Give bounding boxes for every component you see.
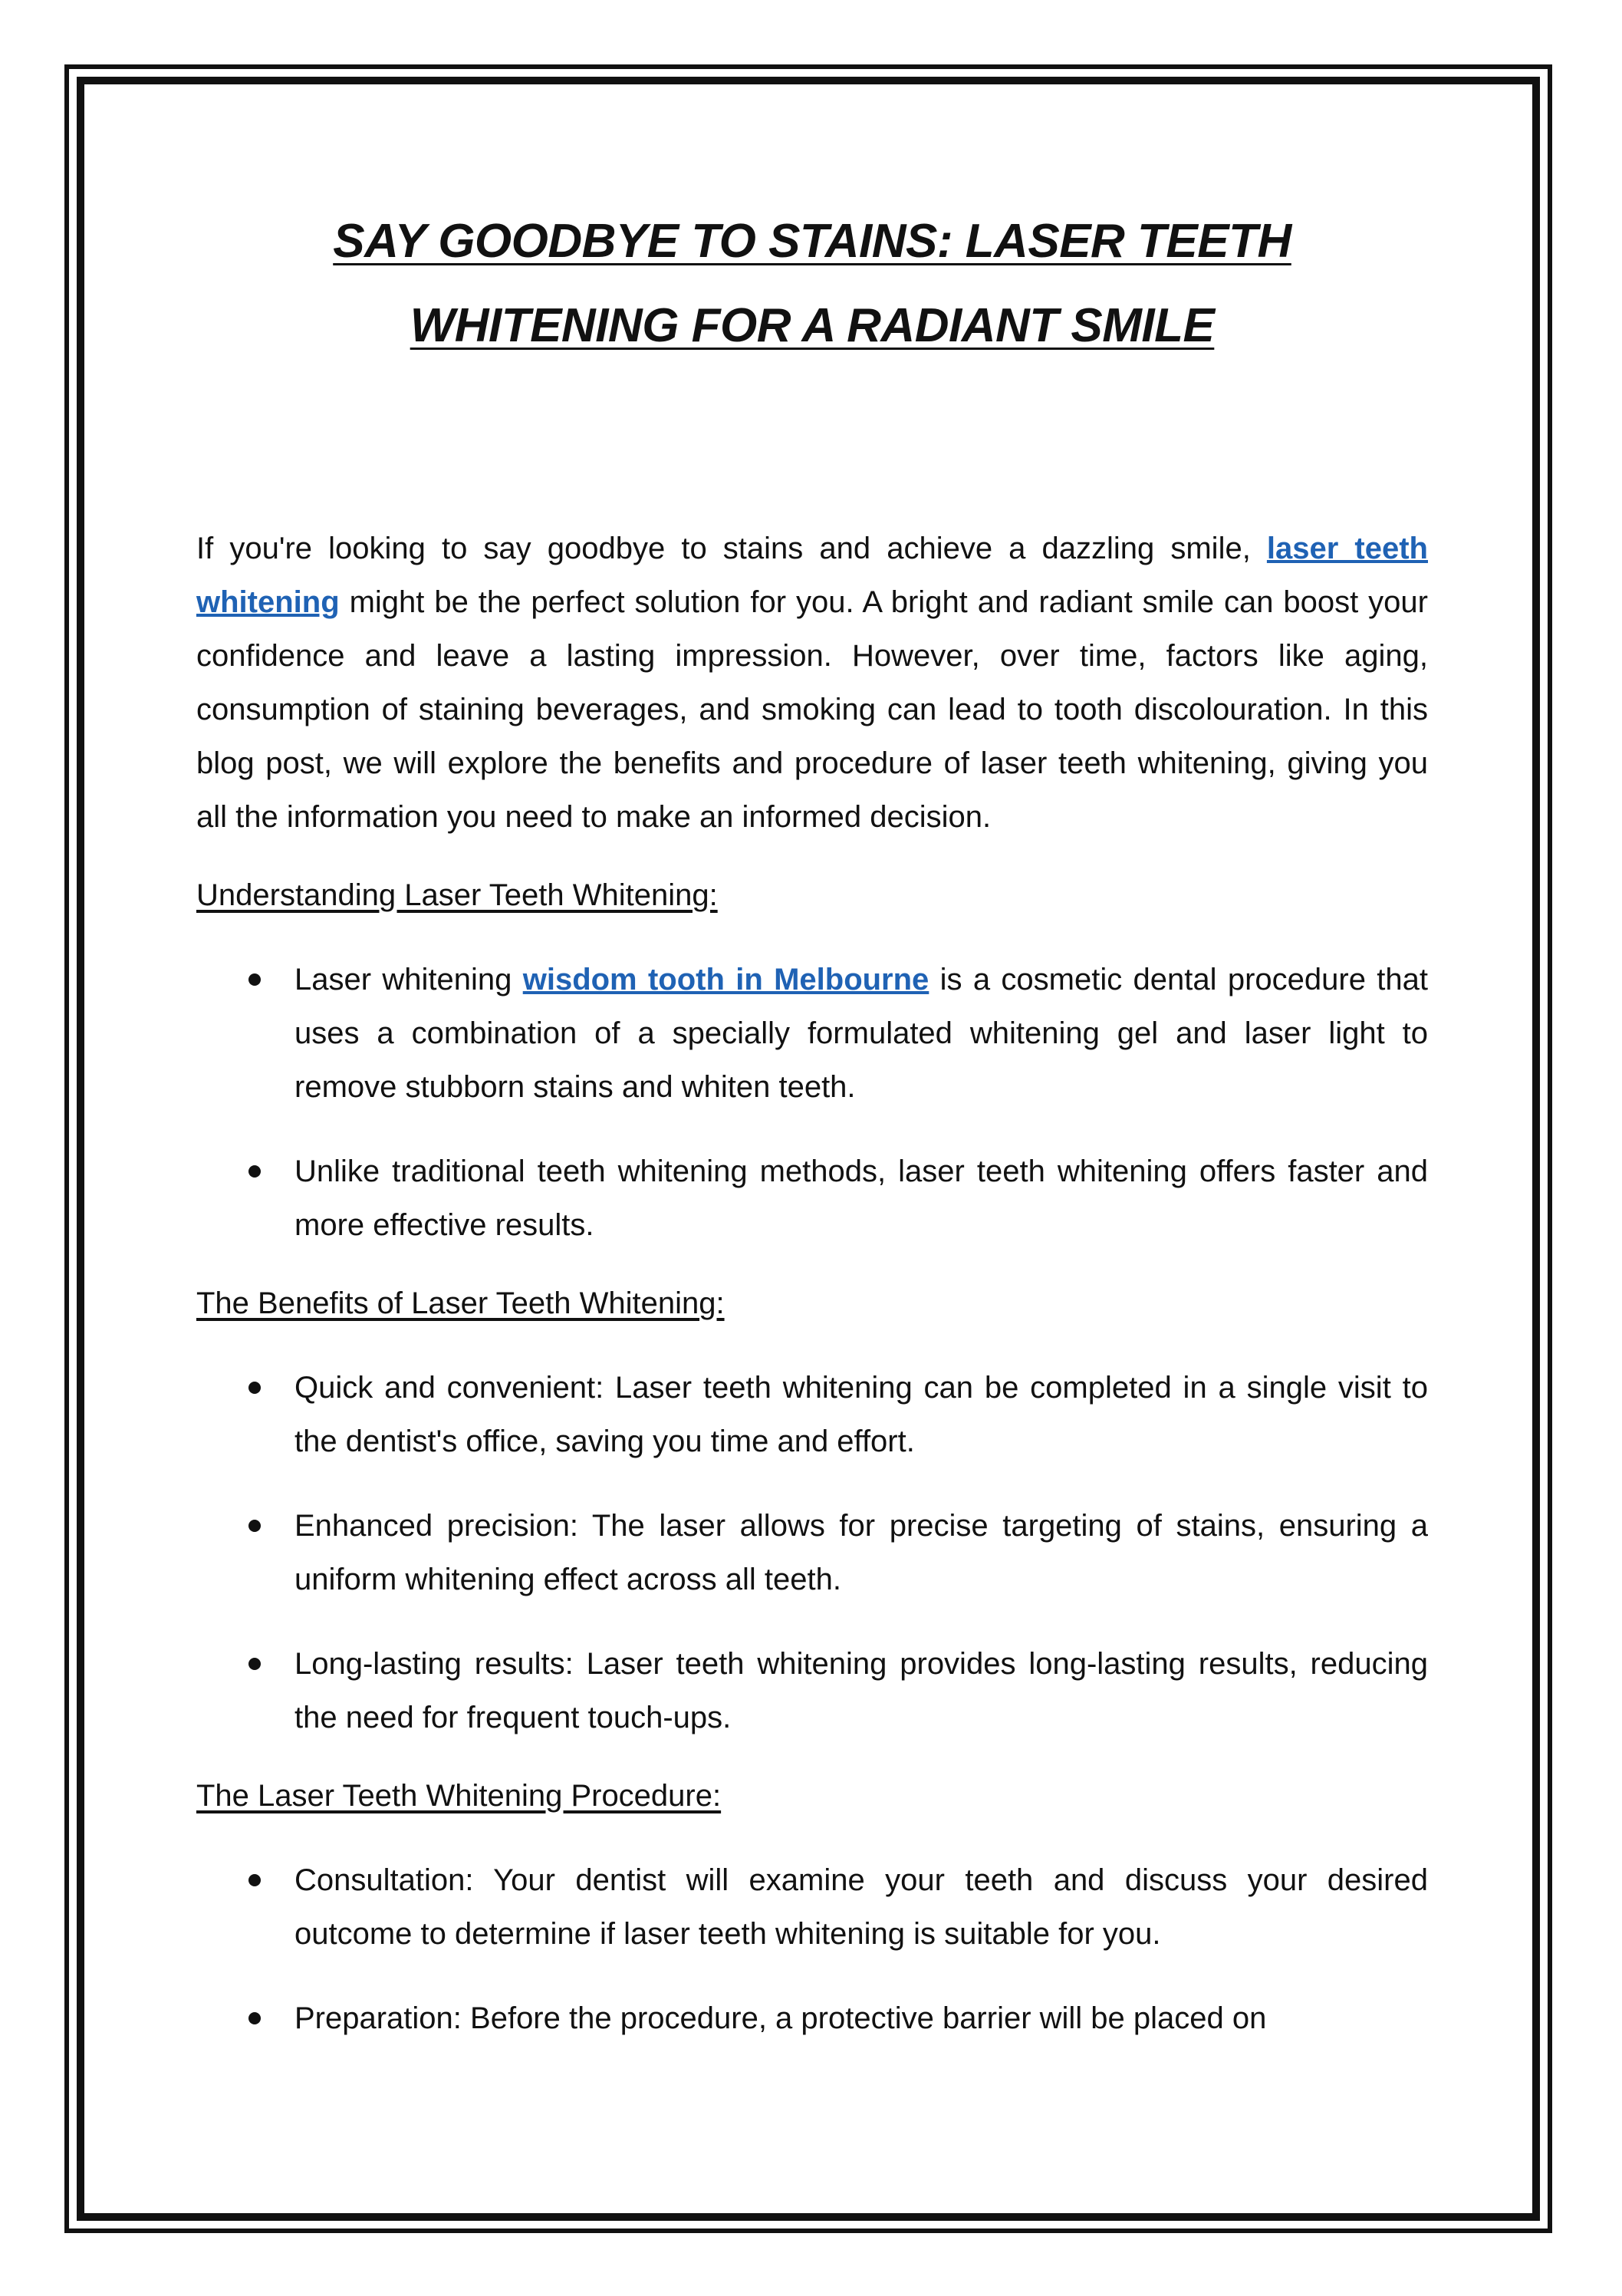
list-item: [196, 1853, 1428, 1961]
list-item: [196, 953, 1428, 1114]
bullet-text-start: Laser whitening: [294, 963, 523, 996]
bullet-icon: [248, 973, 261, 986]
list-item: [196, 1637, 1428, 1744]
list-item: [196, 1499, 1428, 1606]
bullet-icon: [248, 1520, 261, 1532]
bullet-icon: [248, 1658, 261, 1670]
intro-text-start: If you're looking to say goodbye to stains and achieve a dazzling smile,: [196, 532, 1267, 565]
bullet-icon: [248, 1382, 261, 1394]
bullet-text: Unlike traditional teeth whitening methods, laser teeth whitening offers faster and more effective results.: [294, 1155, 1428, 1242]
bullet-text: Preparation: Before the procedure, a protective barrier will be placed on: [294, 2001, 1267, 2035]
document-body: [196, 199, 1428, 2045]
bullet-icon: [248, 1874, 261, 1886]
bullet-list-benefits: [196, 1361, 1428, 1744]
bullet-list-understanding: [196, 953, 1428, 1252]
laser-teeth-whitening-link[interactable]: laser teeth whitening: [196, 532, 1428, 619]
bullet-text: Consultation: Your dentist will examine your teeth and discuss your desired outcome to determine if laser teeth whitening is suitable for you.: [294, 1863, 1428, 1951]
bullet-text: Enhanced precision: The laser allows for precise targeting of stains, ensuring a uniform whitening effect across all teeth.: [294, 1509, 1428, 1596]
title-line-1: SAY GOODBYE TO STAINS: LASER TEETH: [333, 215, 1291, 268]
bullet-icon: [248, 1165, 261, 1178]
section-heading-procedure: The Laser Teeth Whitening Procedure:: [196, 1779, 722, 1813]
bullet-text: Quick and convenient: Laser teeth whitening can be completed in a single visit to the dentist's office, saving you time and effort.: [294, 1371, 1428, 1458]
list-item: [196, 1145, 1428, 1252]
intro-text-end: might be the perfect solution for you. A bright and radiant smile can boost your confidence and leave a lasting impression. However, over time, factors like aging, consumption of staining beverages, and smoking can lead to tooth discolouration. In this blog post, we will explore the benefits and procedure of laser teeth whitening, giving you all the information you need to make an informed decision.: [196, 585, 1428, 834]
section-heading-benefits: The Benefits of Laser Teeth Whitening:: [196, 1286, 725, 1320]
bullet-text-end: is a cosmetic dental procedure that uses a combination of a specially formulated whitening gel and laser light to remove stubborn stains and whiten teeth.: [294, 963, 1429, 1104]
section-heading-understanding: Understanding Laser Teeth Whitening:: [196, 878, 718, 912]
list-item: [196, 1361, 1428, 1468]
title-line-2: WHITENING FOR A RADIANT SMILE: [410, 299, 1215, 352]
bullet-list-procedure: [196, 1853, 1428, 2045]
list-item: [196, 1991, 1428, 2045]
bullet-text: Long-lasting results: Laser teeth whitening provides long-lasting results, reducing the need for frequent touch-ups.: [294, 1647, 1428, 1734]
wisdom-tooth-melbourne-link[interactable]: wisdom tooth in Melbourne: [522, 963, 929, 996]
intro-paragraph: [196, 522, 1428, 844]
page-title: [196, 199, 1428, 368]
bullet-icon: [248, 2012, 261, 2024]
